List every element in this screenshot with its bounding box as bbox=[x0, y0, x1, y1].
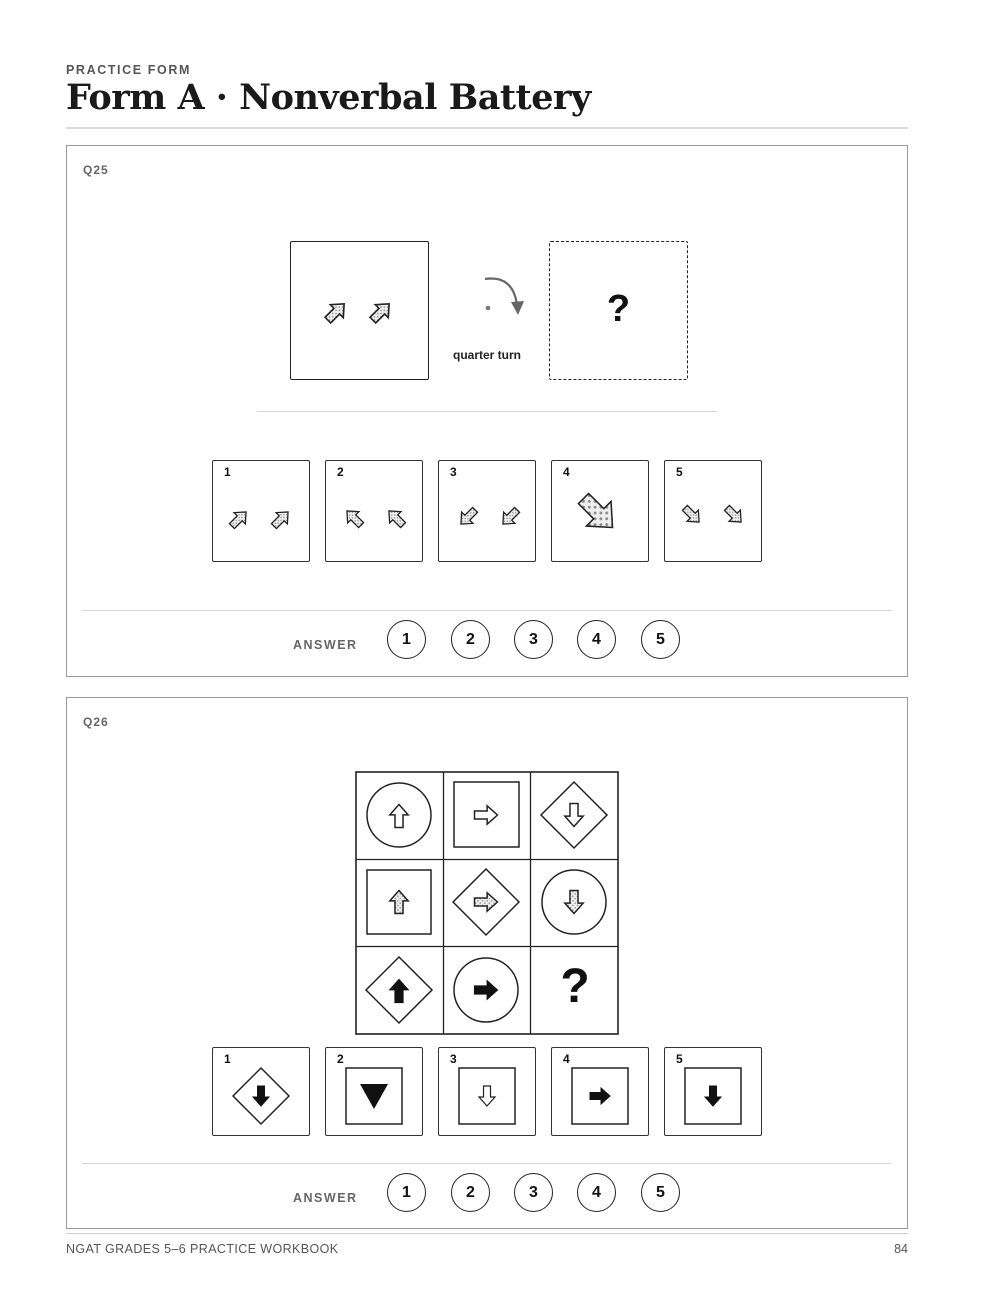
answer-bubble-2[interactable]: 2 bbox=[451, 1173, 490, 1212]
option-number: 4 bbox=[563, 1052, 570, 1066]
option-number: 4 bbox=[563, 465, 570, 479]
question-mark: ? bbox=[606, 288, 631, 330]
answer-bubble-5[interactable]: 5 bbox=[641, 620, 680, 659]
option-number: 2 bbox=[337, 465, 344, 479]
question-number: Q26 bbox=[83, 715, 109, 729]
figure-matrix bbox=[355, 771, 619, 1035]
answer-label: ANSWER bbox=[293, 638, 358, 652]
answer-option-5[interactable] bbox=[664, 1047, 762, 1136]
header-divider bbox=[66, 127, 908, 129]
option-number: 1 bbox=[224, 465, 231, 479]
stimulus-figure bbox=[290, 241, 429, 380]
answer-divider bbox=[82, 610, 892, 611]
rotation-indicator bbox=[477, 271, 537, 321]
answer-option-2[interactable] bbox=[325, 460, 423, 562]
page-title: Form A · Nonverbal Battery bbox=[66, 77, 591, 118]
square-dotted-up-arrow-icon bbox=[367, 870, 431, 934]
option-number: 3 bbox=[450, 1052, 457, 1066]
section-kicker: PRACTICE FORM bbox=[66, 63, 191, 77]
footer-title: NGAT GRADES 5–6 PRACTICE WORKBOOK bbox=[66, 1242, 339, 1256]
answer-option-5[interactable] bbox=[664, 460, 762, 562]
answer-bubble-3[interactable]: 3 bbox=[514, 620, 553, 659]
answer-bubble-1[interactable]: 1 bbox=[387, 620, 426, 659]
answer-bubble-2[interactable]: 2 bbox=[451, 620, 490, 659]
answer-option-4[interactable] bbox=[551, 1047, 649, 1136]
answer-option-1[interactable] bbox=[212, 460, 310, 562]
clockwise-turn-icon bbox=[477, 271, 537, 321]
answer-bubble-4[interactable]: 4 bbox=[577, 1173, 616, 1212]
answer-bubble-4[interactable]: 4 bbox=[577, 620, 616, 659]
circle-up-arrow-icon bbox=[367, 783, 431, 847]
answer-label: ANSWER bbox=[293, 1191, 358, 1205]
question-mark: ? bbox=[560, 960, 590, 1013]
page-number: 84 bbox=[894, 1242, 908, 1256]
question-number: Q25 bbox=[83, 163, 109, 177]
stimulus-divider bbox=[257, 411, 717, 412]
answer-option-4[interactable] bbox=[551, 460, 649, 562]
option-number: 5 bbox=[676, 1052, 683, 1066]
answer-row bbox=[67, 620, 907, 670]
footer-divider bbox=[66, 1233, 908, 1234]
answer-option-3[interactable] bbox=[438, 1047, 536, 1136]
option-number: 5 bbox=[676, 465, 683, 479]
answer-option-2[interactable] bbox=[325, 1047, 423, 1136]
circle-dotted-down-arrow-icon bbox=[542, 870, 606, 934]
answer-bubble-5[interactable]: 5 bbox=[641, 1173, 680, 1212]
answer-option-3[interactable] bbox=[438, 460, 536, 562]
question-card-q25 bbox=[66, 145, 908, 677]
option-number: 3 bbox=[450, 465, 457, 479]
answer-divider bbox=[82, 1163, 892, 1164]
answer-option-1[interactable] bbox=[212, 1047, 310, 1136]
circle-solid-right-arrow-icon bbox=[454, 958, 518, 1022]
double-arrow-up-right-icon bbox=[291, 242, 428, 379]
answer-bubble-3[interactable]: 3 bbox=[514, 1173, 553, 1212]
answer-row bbox=[67, 1173, 907, 1223]
option-number: 1 bbox=[224, 1052, 231, 1066]
question-card-q26 bbox=[66, 697, 908, 1229]
transform-caption: quarter turn bbox=[452, 348, 521, 362]
option-number: 2 bbox=[337, 1052, 344, 1066]
answer-bubble-1[interactable]: 1 bbox=[387, 1173, 426, 1212]
square-right-arrow-icon bbox=[454, 782, 519, 847]
unknown-figure bbox=[549, 241, 688, 380]
